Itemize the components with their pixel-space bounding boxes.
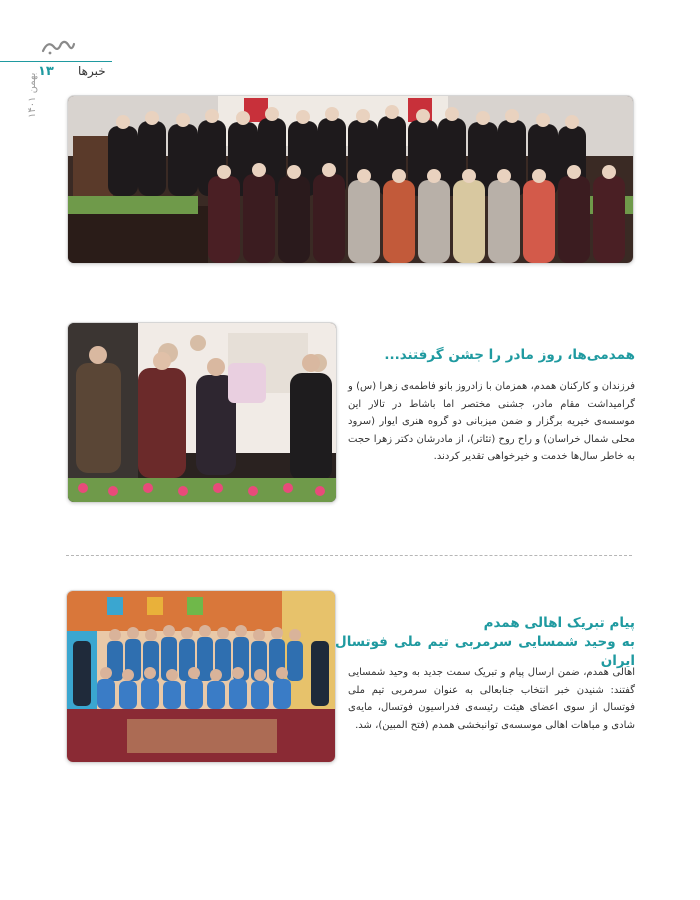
- article-mothers-day-title-block: [335, 346, 635, 365]
- article-futsal-body: اهالی همدم، ضمن ارسال پیام و تبریک سمت جدید به وحید شمسایی گفتند: شنیدن خبر انتخاب جنابعالی به عنوان سرمربی تیم ملی فوتسال از سوی اعضای هیئت رئیسه‌ی فدراسیون فوتسال، مایه‌ی شادی و مباهات اهالی موسسه‌ی توانبخشی همدم (فتح المبین)، شد.: [348, 667, 635, 731]
- logo-icon: [40, 38, 76, 56]
- article-futsal-body-block: [348, 664, 635, 734]
- article-futsal-title-block: [335, 614, 635, 671]
- section-divider: [66, 555, 632, 556]
- photo-mothers-day-ceremony: [67, 322, 337, 503]
- article-mothers-day-body: فرزندان و کارکنان همدم، همزمان با زادروز بانو فاطمه‌ی زهرا (س) و گرامیداشت مقام مادر، جشنی مختصر اما باشاط در تالار این موسسه‌ی خیریه برگزار و ضمن میزبانی دو گروه هنری ایوار (سرود محلی شمال خراسان) و راح روح (تئاتر)، از مادرشان دکتر زهرا حجت به خاطر سال‌ها خدمت و خیرخواهی تقدیر کردند.: [348, 381, 635, 462]
- photo-futsal-team: [66, 590, 336, 763]
- section-title: خبرها: [78, 64, 106, 78]
- page-number: ۱۳: [38, 64, 54, 79]
- issue-date: بهمن ۱۴۰۱: [27, 72, 38, 118]
- article-futsal-title-line-2: به وحید شمسایی سرمربی تیم ملی فوتسال ایران: [335, 634, 635, 669]
- article-futsal-title-line-1: پیام تبریک اهالی همدم: [483, 615, 635, 631]
- photo-group-stage: [67, 95, 634, 264]
- article-mothers-day-title: همدمی‌ها، روز مادر را جشن گرفتند...: [384, 347, 635, 363]
- article-mothers-day-body-block: [348, 378, 635, 466]
- header-rule: [0, 61, 112, 62]
